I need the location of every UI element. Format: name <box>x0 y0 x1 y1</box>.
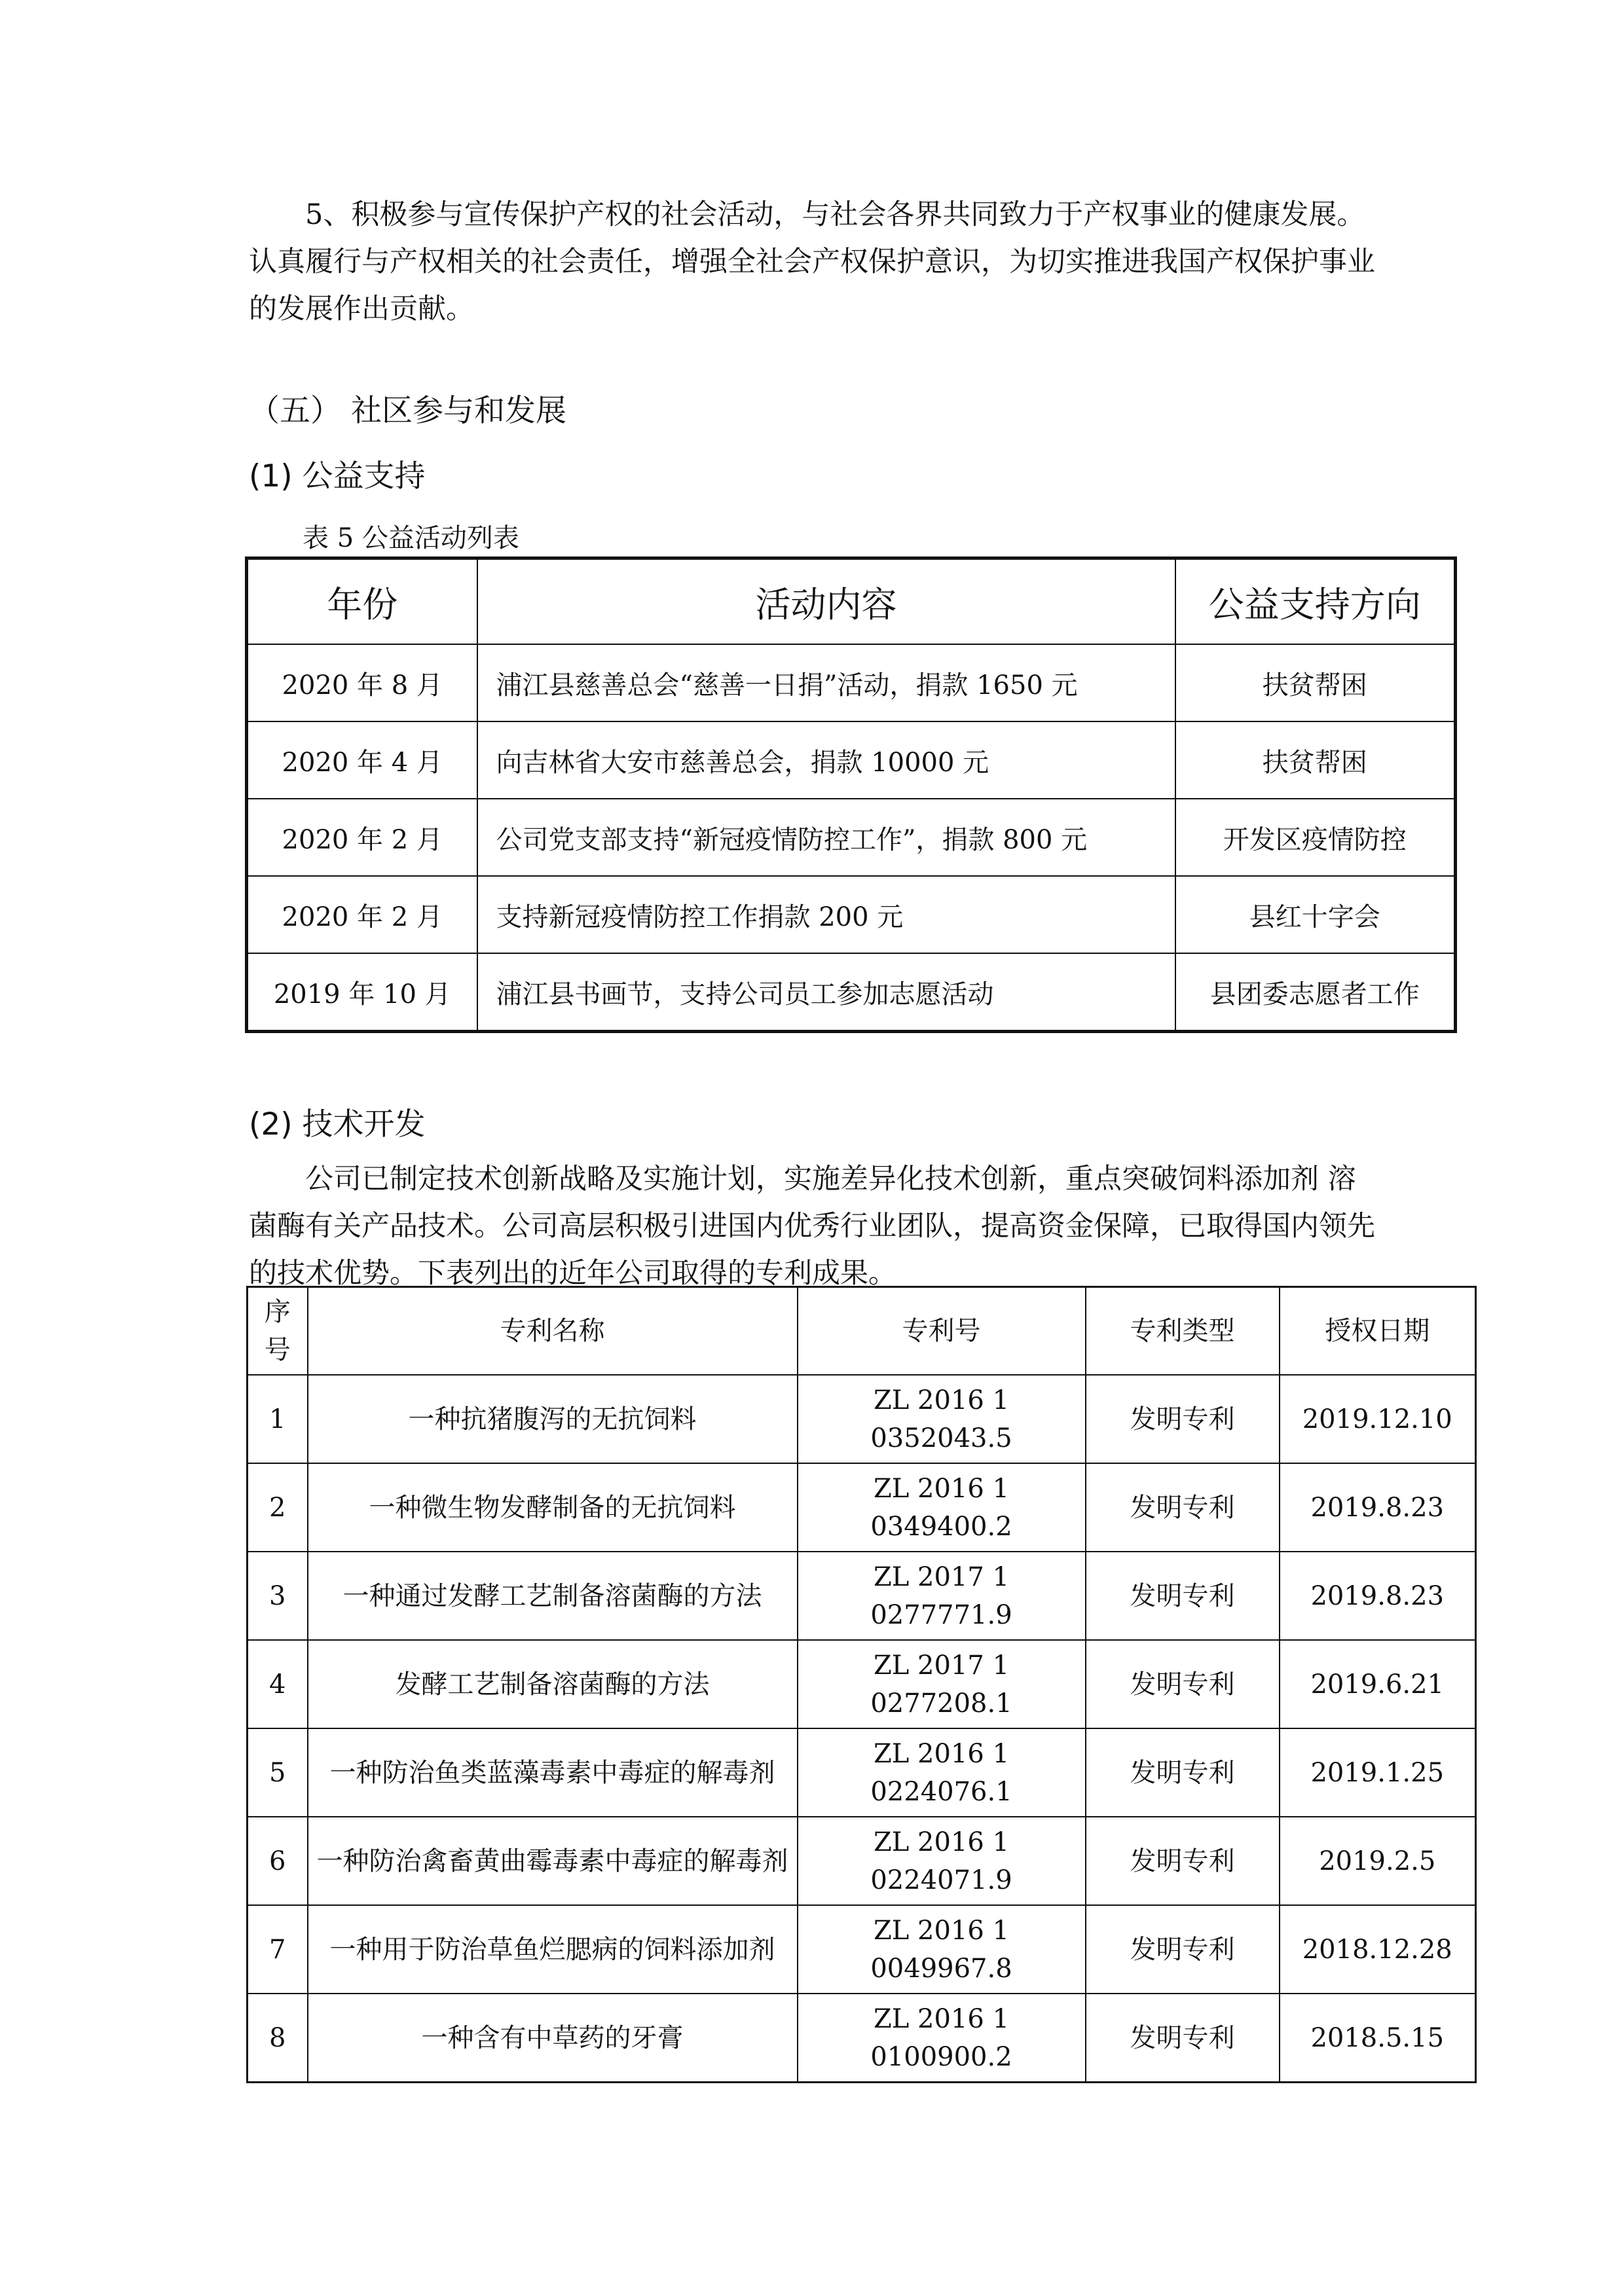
column-header-direction: 公益支持方向 <box>1175 558 1456 645</box>
intro-paragraph <box>249 191 1388 333</box>
tech-paragraph <box>249 1156 1388 1297</box>
table-header-row <box>248 1287 1476 1376</box>
table-row <box>247 721 1456 799</box>
cell-year: 2020 年 2 月 <box>247 799 477 876</box>
cell-patent-type: 发明专利 <box>1086 1817 1280 1905</box>
cell-direction: 县团委志愿者工作 <box>1175 953 1456 1032</box>
cell-grant-date: 2019.12.10 <box>1280 1375 1476 1463</box>
cell-grant-date: 2019.2.5 <box>1280 1817 1476 1905</box>
cell-activity: 向吉林省大安市慈善总会，捐款 10000 元 <box>477 721 1175 799</box>
cell-index: 1 <box>248 1375 308 1463</box>
cell-index: 2 <box>248 1463 308 1552</box>
table-row <box>248 1463 1476 1552</box>
table-row <box>247 876 1456 953</box>
intro-line-3: 的发展作出贡献。 <box>249 293 474 325</box>
cell-direction: 扶贫帮困 <box>1175 721 1456 799</box>
cell-patent-name: 一种通过发酵工艺制备溶菌酶的方法 <box>308 1552 798 1640</box>
table-row <box>247 953 1456 1032</box>
tech-line-1: 公司已制定技术创新战略及实施计划，实施差异化技术创新，重点突破饲料添加剂 溶 <box>305 1163 1356 1195</box>
tech-line-2: 菌酶有关产品技术。公司高层积极引进国内优秀行业团队，提高资金保障，已取得国内领先 <box>249 1210 1375 1243</box>
column-header-year: 年份 <box>247 558 477 645</box>
table-row <box>248 1640 1476 1728</box>
cell-grant-date: 2019.8.23 <box>1280 1552 1476 1640</box>
table-row <box>248 1994 1476 2083</box>
intro-line-2: 认真履行与产权相关的社会责任，增强全社会产权保护意识，为切实推进我国产权保护事业 <box>249 246 1375 278</box>
cell-patent-name: 一种含有中草药的牙膏 <box>308 1994 798 2083</box>
column-header-index <box>248 1287 308 1376</box>
cell-patent-number: ZL 2016 1 0049967.8 <box>798 1905 1086 1994</box>
table-row <box>248 1375 1476 1463</box>
cell-grant-date: 2019.1.25 <box>1280 1728 1476 1817</box>
cell-direction: 扶贫帮困 <box>1175 644 1456 721</box>
column-header-patent-number: 专利号 <box>798 1287 1086 1376</box>
cell-year: 2020 年 8 月 <box>247 644 477 721</box>
cell-index: 3 <box>248 1552 308 1640</box>
table-row <box>248 1552 1476 1640</box>
subheading-tech: (2) 技术开发 <box>249 1106 426 1142</box>
table-row <box>247 799 1456 876</box>
section-heading-community: （五） 社区参与和发展 <box>249 393 566 429</box>
table-row <box>248 1905 1476 1994</box>
cell-direction: 开发区疫情防控 <box>1175 799 1456 876</box>
subheading-charity: (1) 公益支持 <box>249 458 426 494</box>
cell-direction: 县红十字会 <box>1175 876 1456 953</box>
patent-table <box>246 1286 1477 2083</box>
cell-patent-name: 一种用于防治草鱼烂腮病的饲料添加剂 <box>308 1905 798 1994</box>
cell-index: 7 <box>248 1905 308 1994</box>
cell-patent-type: 发明专利 <box>1086 1552 1280 1640</box>
cell-index: 8 <box>248 1994 308 2083</box>
charity-activity-table <box>245 556 1457 1033</box>
column-header-patent-name: 专利名称 <box>308 1287 798 1376</box>
cell-activity: 浦江县书画节，支持公司员工参加志愿活动 <box>477 953 1175 1032</box>
cell-patent-number: ZL 2016 1 0224071.9 <box>798 1817 1086 1905</box>
tech-line-3: 的技术优势。下表列出的近年公司取得的专利成果。 <box>249 1257 896 1290</box>
table-row <box>248 1728 1476 1817</box>
table-row <box>248 1817 1476 1905</box>
cell-patent-name: 一种防治鱼类蓝藻毒素中毒症的解毒剂 <box>308 1728 798 1817</box>
cell-grant-date: 2019.6.21 <box>1280 1640 1476 1728</box>
cell-patent-number: ZL 2016 1 0224076.1 <box>798 1728 1086 1817</box>
cell-patent-number: ZL 2017 1 0277771.9 <box>798 1552 1086 1640</box>
cell-patent-number: ZL 2017 1 0277208.1 <box>798 1640 1086 1728</box>
table-caption: 表 5 公益活动列表 <box>303 523 519 553</box>
cell-patent-type: 发明专利 <box>1086 1728 1280 1817</box>
cell-index: 5 <box>248 1728 308 1817</box>
cell-index: 4 <box>248 1640 308 1728</box>
intro-line-1: 5、积极参与宣传保护产权的社会活动，与社会各界共同致力于产权事业的健康发展。 <box>305 198 1365 231</box>
cell-activity: 支持新冠疫情防控工作捐款 200 元 <box>477 876 1175 953</box>
column-header-index-label: 序号 <box>264 1297 291 1365</box>
cell-patent-type: 发明专利 <box>1086 1905 1280 1994</box>
cell-patent-type: 发明专利 <box>1086 1463 1280 1552</box>
cell-patent-number: ZL 2016 1 0349400.2 <box>798 1463 1086 1552</box>
cell-patent-name: 一种微生物发酵制备的无抗饲料 <box>308 1463 798 1552</box>
cell-grant-date: 2018.5.15 <box>1280 1994 1476 2083</box>
cell-activity: 浦江县慈善总会“慈善一日捐”活动，捐款 1650 元 <box>477 644 1175 721</box>
cell-year: 2020 年 2 月 <box>247 876 477 953</box>
cell-grant-date: 2018.12.28 <box>1280 1905 1476 1994</box>
cell-grant-date: 2019.8.23 <box>1280 1463 1476 1552</box>
cell-patent-name: 发酵工艺制备溶菌酶的方法 <box>308 1640 798 1728</box>
cell-patent-number: ZL 2016 1 0100900.2 <box>798 1994 1086 2083</box>
cell-year: 2019 年 10 月 <box>247 953 477 1032</box>
cell-patent-name: 一种抗猪腹泻的无抗饲料 <box>308 1375 798 1463</box>
cell-patent-type: 发明专利 <box>1086 1375 1280 1463</box>
cell-patent-type: 发明专利 <box>1086 1994 1280 2083</box>
cell-patent-number: ZL 2016 1 0352043.5 <box>798 1375 1086 1463</box>
cell-patent-type: 发明专利 <box>1086 1640 1280 1728</box>
cell-year: 2020 年 4 月 <box>247 721 477 799</box>
column-header-patent-type: 专利类型 <box>1086 1287 1280 1376</box>
column-header-grant-date: 授权日期 <box>1280 1287 1476 1376</box>
column-header-activity: 活动内容 <box>477 558 1175 645</box>
cell-index: 6 <box>248 1817 308 1905</box>
table-row <box>247 644 1456 721</box>
cell-patent-name: 一种防治禽畜黄曲霉毒素中毒症的解毒剂 <box>308 1817 798 1905</box>
cell-activity: 公司党支部支持“新冠疫情防控工作”，捐款 800 元 <box>477 799 1175 876</box>
table-header-row <box>247 558 1456 645</box>
